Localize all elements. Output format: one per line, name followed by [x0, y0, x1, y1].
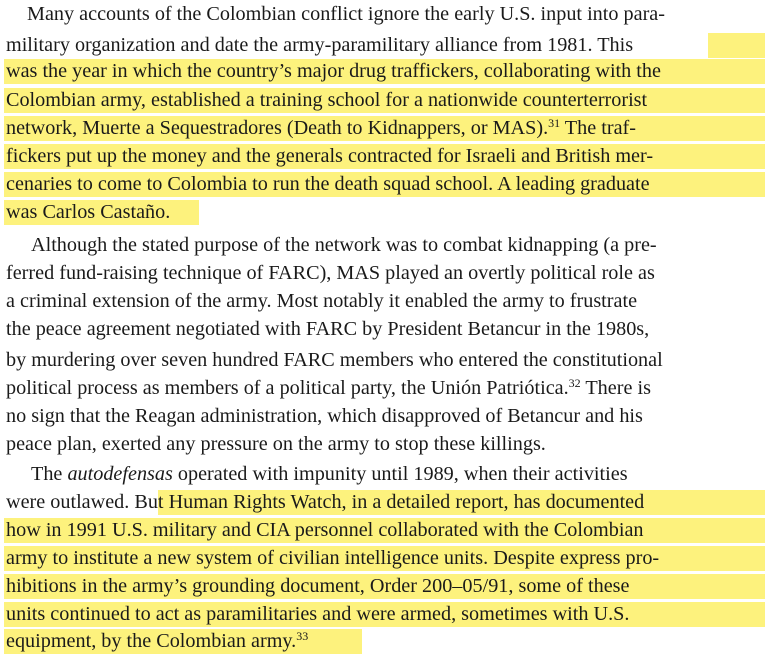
text-line [0, 259, 773, 287]
text-line [0, 31, 773, 59]
highlighted-text: cenaries to come to Colombia to run the death squad school. A leading graduate [6, 173, 650, 195]
text-line [0, 460, 773, 488]
text-line [0, 231, 773, 259]
text-line [0, 315, 773, 343]
line-text: Many accounts of the Colombian conflict ignore the early U.S. input into para- [27, 3, 665, 25]
highlighted-text: how in 1991 U.S. military and CIA personnel collaborated with the Colombian [6, 519, 644, 541]
highlighted-text: The traf- [560, 117, 636, 139]
highlighted-text: was the year in which the country’s major drug traffickers, collaborating with the [6, 60, 661, 82]
text-line [0, 374, 773, 402]
line-text: a criminal extension of the army. Most notably it enabled the army to frustrate [6, 290, 638, 312]
text-line [0, 86, 773, 114]
text-line [0, 516, 773, 544]
text-line [0, 402, 773, 430]
highlighted-text: units continued to act as paramilitaries and were armed, sometimes with U.S. [6, 603, 630, 625]
text-line [0, 57, 773, 85]
text-line [0, 430, 773, 458]
text-line [0, 600, 773, 628]
text-line [0, 544, 773, 572]
italic-term: autodefensas [67, 463, 173, 485]
highlighted-text: hibitions in the army’s grounding document, Order 200–05/91, some of these [6, 575, 630, 597]
text-line [0, 287, 773, 315]
highlighted-text: But Human Rights Watch, in a detailed report, has documented [134, 491, 645, 513]
highlighted-text: Colombian army, established a training school for a nationwide counterterrorist [6, 89, 648, 111]
highlighted-text: This [597, 34, 634, 56]
text-line [0, 114, 773, 142]
footnote-marker: 33 [296, 629, 309, 643]
text-line [0, 0, 773, 28]
line-text: operated with impunity until 1989, when their activities [172, 463, 628, 485]
highlighted-text: fickers put up the money and the generals contracted for Israeli and British mer- [6, 145, 654, 167]
text-line [0, 198, 773, 226]
line-text: were outlawed. [6, 491, 135, 513]
text-line [0, 346, 773, 374]
highlighted-text: equipment, by the Colombian army. [6, 630, 297, 652]
footnote-marker: 32 [568, 376, 581, 390]
text-line [0, 572, 773, 600]
footnote-marker: 31 [548, 116, 561, 130]
text-line [0, 142, 773, 170]
line-text: military organization and date the army-paramilitary alliance from 1981. [6, 34, 598, 56]
line-text: The [31, 463, 68, 485]
line-text: Although the stated purpose of the network was to combat kidnapping (a pre- [31, 234, 657, 256]
line-text: ferred fund-raising technique of FARC), MAS played an overtly political role as [6, 262, 655, 284]
highlighted-text: army to institute a new system of civilian intelligence units. Despite express pro- [6, 547, 660, 569]
line-text: political process as members of a political party, the Unión Patriótica. [6, 377, 569, 399]
highlighted-text: was Carlos Castaño. [6, 201, 171, 223]
text-line [0, 627, 773, 655]
line-text: There is [580, 377, 651, 399]
text-line [0, 488, 773, 516]
line-text: no sign that the Reagan administration, which disapproved of Betancur and his [6, 405, 643, 427]
highlighted-text: network, Muerte a Sequestradores (Death to Kidnappers, or MAS). [6, 117, 549, 139]
line-text: by murdering over seven hundred FARC members who entered the constitutional [6, 349, 663, 371]
highlight-band [708, 33, 765, 58]
line-text: the peace agreement negotiated with FARC by President Betancur in the 1980s, [6, 318, 650, 340]
line-text: peace plan, exerted any pressure on the army to stop these killings. [6, 433, 546, 455]
text-line [0, 170, 773, 198]
